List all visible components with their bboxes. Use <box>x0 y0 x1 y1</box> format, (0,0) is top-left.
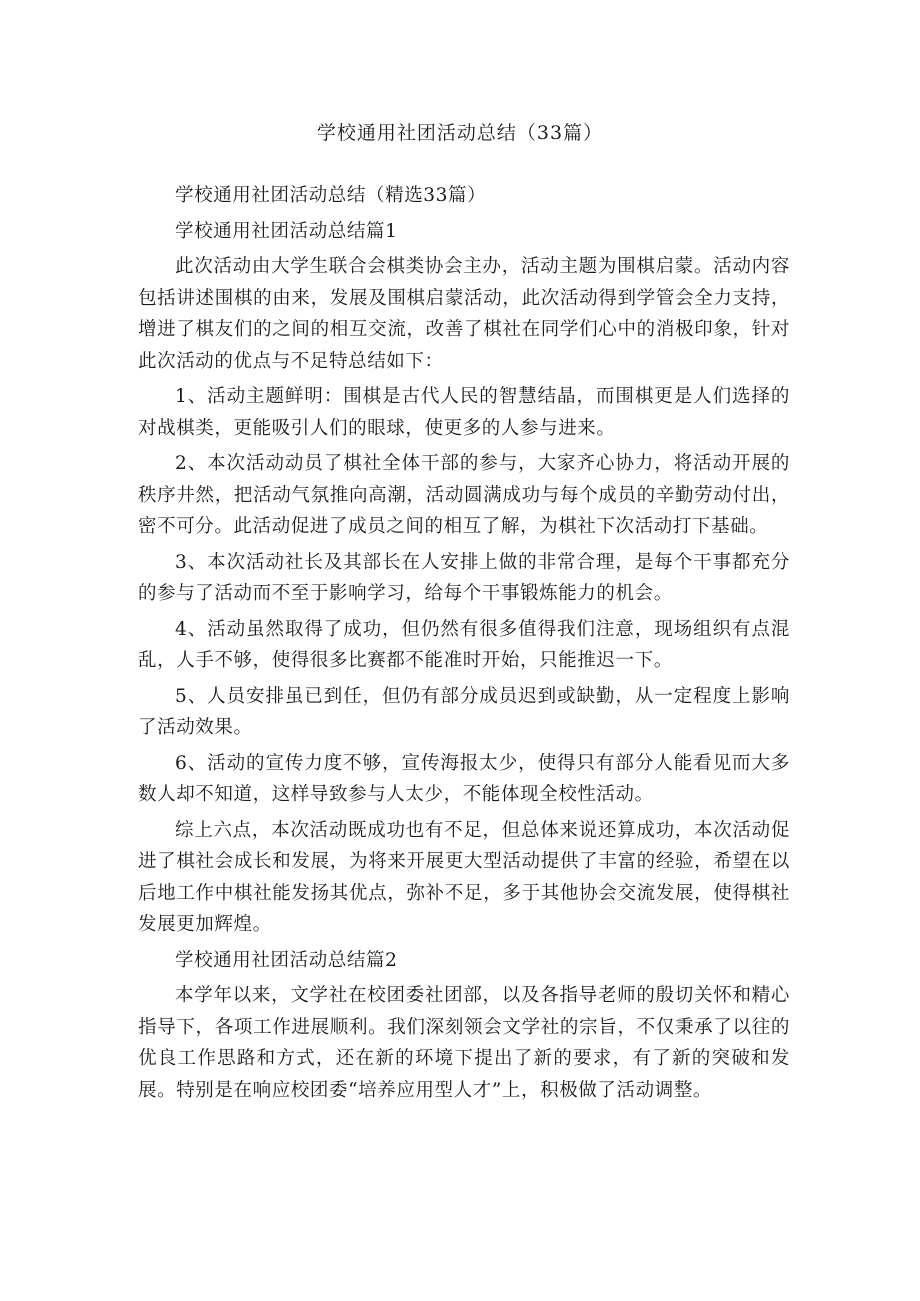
paragraph: 3、本次活动社长及其部长在人安排上做的非常合理，是每个干事都充分的参与了活动而不至于影响学习，给每个干事锻炼能力的机会。 <box>138 551 790 604</box>
paragraph: 1、活动主题鲜明：围棋是古代人民的智慧结晶，而围棋更是人们选择的对战棋类，更能吸引人们的眼球，使更多的人参与进来。 <box>138 386 790 439</box>
section-heading-2: 学校通用社团活动总结篇2 <box>175 949 398 971</box>
paragraph: 2、本次活动动员了棋社全体干部的参与，大家齐心协力，将活动开展的秩序井然，把活动气氛推向高潮，活动圆满成功与每个成员的辛勤劳动付出，密不可分。此活动促进了成员之间的相互了解，为棋社下次活动打下基础。 <box>138 453 790 537</box>
section-heading-1: 学校通用社团活动总结篇1 <box>175 220 398 242</box>
paragraph: 4、活动虽然取得了成功，但仍然有很多值得我们注意，现场组织有点混乱，人手不够，使得很多比赛都不能准时开始，只能推迟一下。 <box>138 618 790 671</box>
paragraph: 综上六点，本次活动既成功也有不足，但总体来说还算成功，本次活动促进了棋社会成长和发展，为将来开展更大型活动提供了丰富的经验，希望在以后地工作中棋社能发扬其优点，弥补不足，多于其他协会交流发展，使得棋社发展更加辉煌。 <box>138 819 790 935</box>
paragraph: 本学年以来，文学社在校团委社团部，以及各指导老师的殷切关怀和精心指导下，各项工作进展顺利。我们深刻领会文学社的宗旨，不仅秉承了以往的优良工作思路和方式，还在新的环境下提出了新的要求，有了新的突破和发展。特别是在响应校团委“培养应用型人才”上，积极做了活动调整。 <box>138 985 790 1101</box>
document-title: 学校通用社团活动总结（33篇） <box>316 122 604 144</box>
paragraph: 此次活动由大学生联合会棋类协会主办，活动主题为围棋启蒙。活动内容包括讲述围棋的由来，发展及围棋启蒙活动，此次活动得到学管会全力支持，增进了棋友们的之间的相互交流，改善了棋社在同学们心中的消极印象，针对此次活动的优点与不足特总结如下： <box>138 256 790 372</box>
paragraph: 5、人员安排虽已到任，但仍有部分成员迟到或缺勤，从一定程度上影响了活动效果。 <box>138 685 790 738</box>
paragraph: 6、活动的宣传力度不够，宣传海报太少，使得只有部分人能看见而大多数人却不知道，这样导致参与人太少，不能体现全校性活动。 <box>138 752 790 805</box>
document-subtitle: 学校通用社团活动总结（精选33篇） <box>175 185 487 206</box>
document-body <box>138 180 790 1110</box>
